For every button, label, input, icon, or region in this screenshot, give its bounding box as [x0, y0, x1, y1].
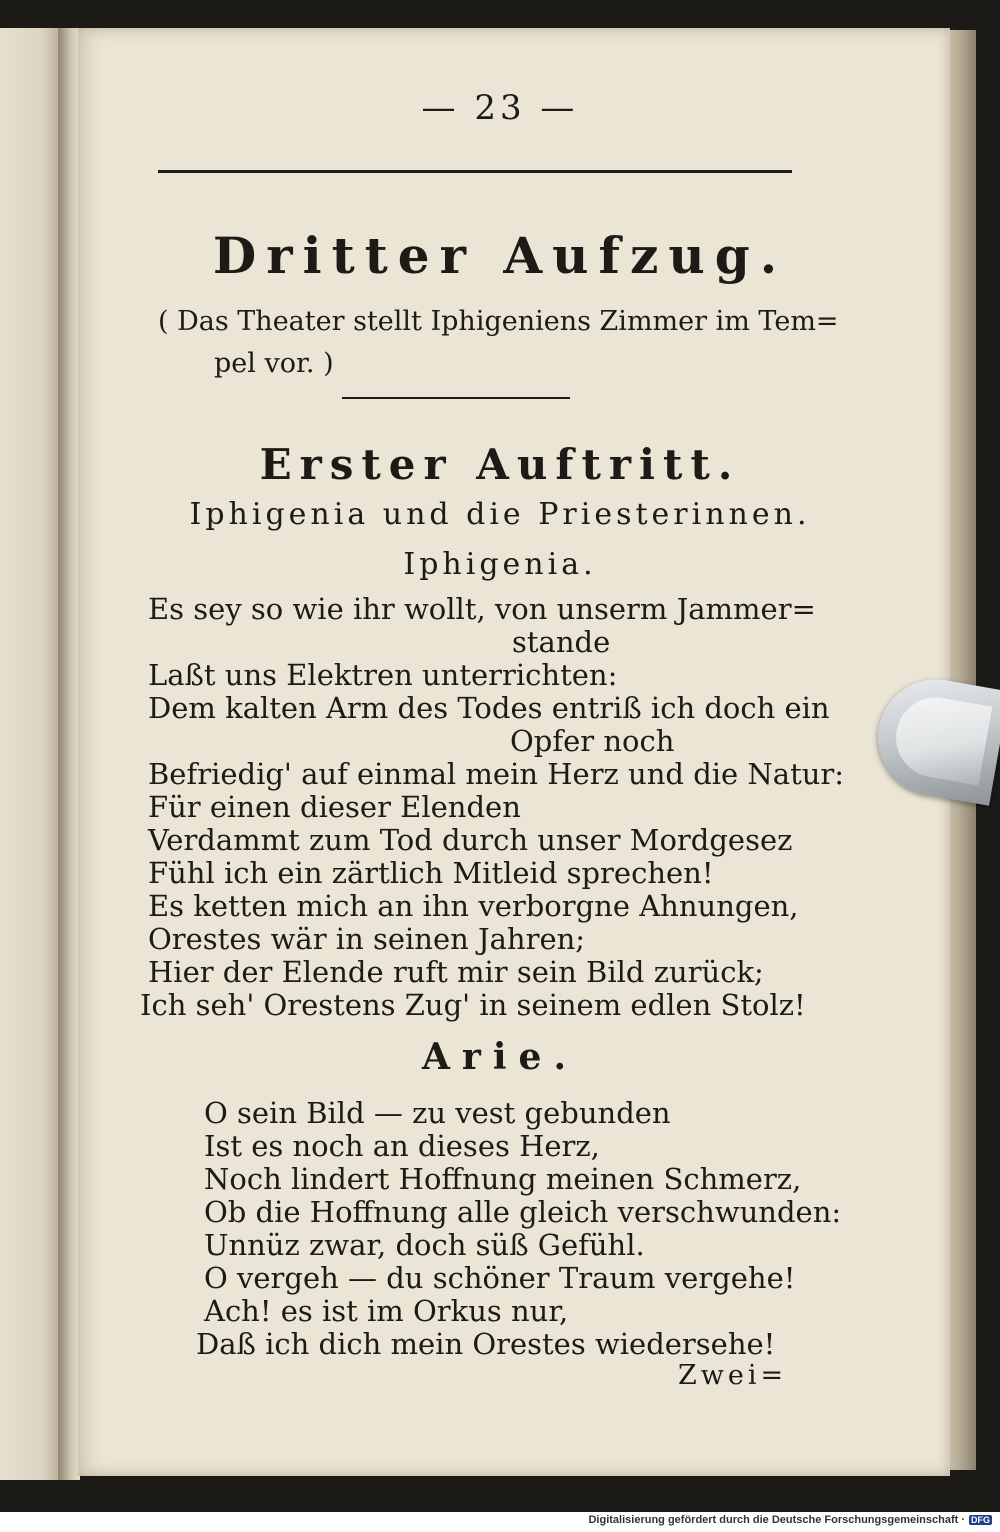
verse-line: stande [512, 625, 611, 659]
verse-line: Es ketten mich an ihn verborgne Ahnungen, [148, 889, 799, 923]
verse-line: Verdammt zum Tod durch unser Mordgesez [148, 823, 793, 857]
scene-title: Erster Auftritt. [259, 440, 741, 489]
aria-line: O vergeh — du schöner Traum vergehe! [204, 1261, 796, 1295]
section-rule [342, 397, 570, 399]
dfg-logo-icon: DFG [971, 1515, 990, 1525]
credit-text: Digitalisierung gefördert durch die Deutsche Forschungsgemeinschaft · [588, 1514, 965, 1526]
verse-line: Laßt uns Elektren unterrichten: [148, 658, 618, 692]
page-clip-highlight [890, 691, 993, 785]
aria-line: Daß ich dich mein Orestes wiedersehe! [196, 1327, 776, 1361]
scene-characters: Iphigenia und die Priesterinnen. [189, 497, 811, 532]
aria-line: Unnüz zwar, doch süß Gefühl. [204, 1228, 645, 1262]
stage-direction-line: pel vor. ) [214, 348, 334, 379]
speaker-name: Iphigenia. [403, 547, 597, 582]
verse-line: Orestes wär in seinen Jahren; [148, 922, 586, 956]
verse-line: Dem kalten Arm des Todes entriß ich doch ein [148, 691, 830, 725]
aria-line: Ist es noch an dieses Herz, [204, 1129, 600, 1163]
aria-line: Ob die Hoffnung alle gleich verschwunden: [204, 1195, 842, 1229]
digitization-credit [588, 1514, 992, 1526]
aria-title: Arie. [421, 1036, 578, 1078]
verse-line: Fühl ich ein zärtlich Mitleid sprechen! [148, 856, 714, 890]
verse-line: Opfer noch [510, 724, 675, 758]
aria-line: Ach! es ist im Orkus nur, [204, 1294, 569, 1328]
page-number: — 23 — [421, 88, 579, 128]
catchword: Zwei= [678, 1360, 788, 1391]
aria-line: Noch lindert Hoffnung meinen Schmerz, [204, 1162, 802, 1196]
verse-line: Es sey so wie ihr wollt, von unserm Jammer= [148, 592, 816, 626]
aria-line: O sein Bild — zu vest gebunden [204, 1096, 671, 1130]
act-title: Dritter Aufzug. [212, 226, 788, 285]
verse-line: Ich seh' Orestens Zug' in seinem edlen Stolz! [140, 988, 806, 1022]
stage-direction-line: ( Das Theater stellt Iphigeniens Zimmer im Tem= [158, 306, 839, 337]
verse-line: Befriedig' auf einmal mein Herz und die Natur: [148, 757, 845, 791]
top-rule [158, 170, 792, 173]
verse-line: Hier der Elende ruft mir sein Bild zurück; [148, 955, 764, 989]
verse-line: Für einen dieser Elenden [148, 790, 521, 824]
